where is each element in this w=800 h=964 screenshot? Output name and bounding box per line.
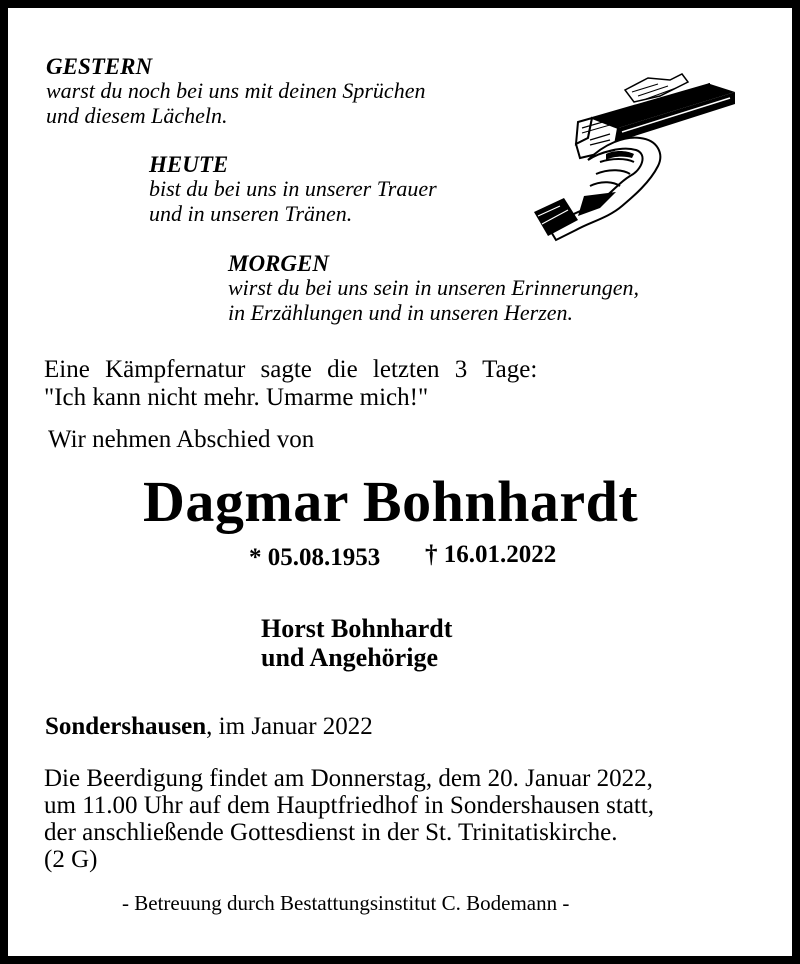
funeral-line-3: der anschließende Gottesdienst in der St. Trinitatiskirche. xyxy=(44,819,618,846)
poem-heading-heute: HEUTE xyxy=(149,152,229,177)
place-name: Sondershausen xyxy=(45,713,207,740)
funeral-line-4: (2 G) xyxy=(44,846,98,873)
hand-holding-book-icon xyxy=(530,70,740,245)
poem-line: wirst du bei uns sein in unseren Erinnerungen, xyxy=(228,275,640,300)
poem-line: bist du bei uns in unserer Trauer xyxy=(149,176,437,201)
quote-line-1: Eine Kämpfernatur sagte die letzten 3 Tage: xyxy=(44,356,538,383)
birth-date: * 05.08.1953 xyxy=(249,544,381,571)
poem-line: in Erzählungen und in unseren Herzen. xyxy=(228,300,574,325)
poem-line: und in unseren Tränen. xyxy=(149,201,353,226)
undertaker-credit: - Betreuung durch Bestattungsinstitut C. Bodemann - xyxy=(122,891,570,915)
deceased-name: Dagmar Bohnhardt xyxy=(143,469,639,534)
funeral-line-2: um 11.00 Uhr auf dem Hauptfriedhof in Sondershausen statt, xyxy=(44,792,655,819)
poem-line: warst du noch bei uns mit deinen Sprüchen xyxy=(46,78,426,103)
mourner-line-2: und Angehörige xyxy=(261,643,438,672)
place-date xyxy=(45,712,373,742)
mourner-line-1: Horst Bohnhardt xyxy=(261,614,453,643)
poem-line: und diesem Lächeln. xyxy=(46,103,228,128)
poem-heading-morgen: MORGEN xyxy=(228,251,329,276)
place-date-rest: , im Januar 2022 xyxy=(206,713,373,740)
poem-heading-gestern: GESTERN xyxy=(46,54,153,79)
farewell-text: Wir nehmen Abschied von xyxy=(48,426,315,453)
death-date: † 16.01.2022 xyxy=(425,541,557,568)
quote-line-2: "Ich kann nicht mehr. Umarme mich!" xyxy=(44,384,429,411)
funeral-line-1: Die Beerdigung findet am Donnerstag, dem 20. Januar 2022, xyxy=(44,765,653,792)
